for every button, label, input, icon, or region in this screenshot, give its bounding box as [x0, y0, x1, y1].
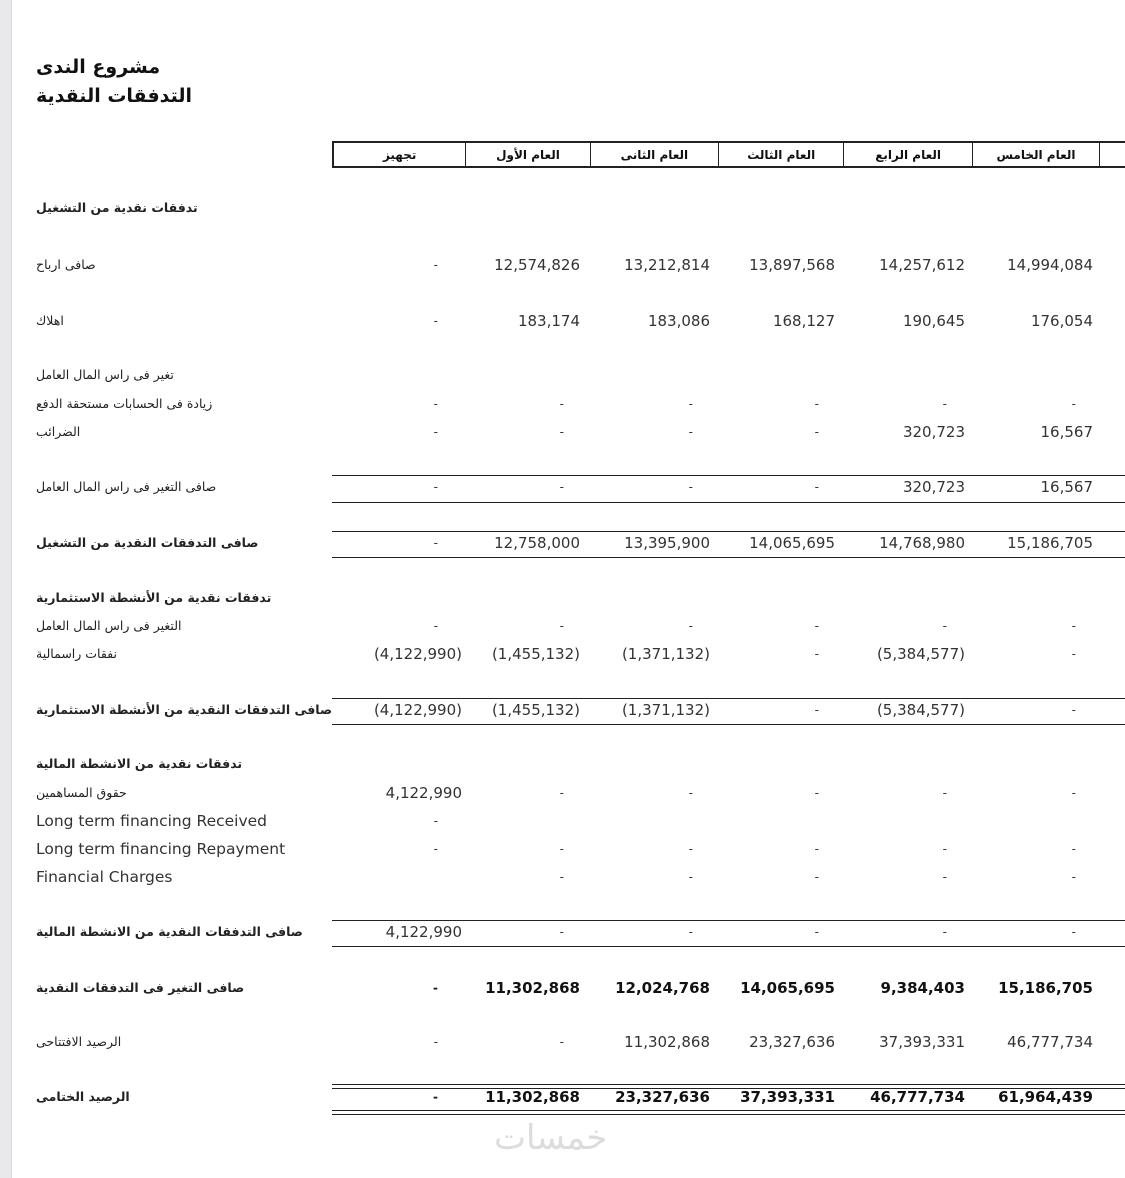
statement-row — [0, 363, 1125, 387]
cell-value: - — [1071, 647, 1076, 661]
cell-value: 4,122,990 — [385, 784, 462, 802]
cell-value: - — [688, 397, 693, 411]
cell-value: 37,393,331 — [740, 1088, 835, 1106]
cell-value: - — [433, 981, 438, 995]
cell-value: - — [559, 786, 564, 800]
cell-value: 16,567 — [1040, 478, 1093, 496]
cell-value: 13,897,568 — [749, 256, 835, 274]
cell-value: - — [814, 870, 819, 884]
cell-value: - — [1071, 397, 1076, 411]
cell-value: 183,174 — [517, 312, 580, 330]
cell-value: 46,777,734 — [1007, 1033, 1093, 1051]
cell-value: 16,567 — [1040, 423, 1093, 441]
cell-value: - — [559, 480, 564, 494]
cell-value: - — [433, 480, 438, 494]
cell-value: 183,086 — [647, 312, 710, 330]
row-label: الرصيد الختامى — [36, 1089, 130, 1104]
cell-value: - — [688, 842, 693, 856]
statement-row — [0, 475, 1125, 499]
statement-row — [0, 837, 1125, 861]
cell-value: 46,777,734 — [870, 1088, 965, 1106]
cell-value: 15,186,705 — [998, 979, 1093, 997]
cell-value: (1,455,132) — [491, 645, 580, 663]
rule-line — [332, 946, 1125, 947]
cell-value: - — [433, 842, 438, 856]
statement-row — [0, 420, 1125, 444]
statement-row — [0, 253, 1125, 277]
cell-value: 61,964,439 — [998, 1088, 1093, 1106]
project-title: مشروع الندى — [36, 56, 161, 78]
cell-value: - — [688, 786, 693, 800]
cell-value: 320,723 — [902, 423, 965, 441]
statement-row — [0, 920, 1125, 944]
cell-value: 12,024,768 — [615, 979, 710, 997]
cell-value: - — [688, 925, 693, 939]
rule-line — [332, 1110, 1125, 1115]
cell-value: 15,186,705 — [1007, 534, 1093, 552]
rule-line — [332, 1084, 1125, 1089]
statement-row — [0, 752, 1125, 776]
row-label: تغير فى راس المال العامل — [36, 367, 174, 382]
statement-row — [0, 976, 1125, 1000]
row-label: اهلاك — [36, 313, 64, 328]
column-header: العام الخامس — [973, 143, 1100, 166]
rule-line — [332, 531, 1125, 532]
cell-value: - — [942, 870, 947, 884]
statement-row — [0, 586, 1125, 610]
column-header-row — [332, 141, 1125, 168]
row-label: Financial Charges — [36, 868, 173, 886]
row-label: حقوق المساهمين — [36, 785, 127, 800]
rule-line — [332, 698, 1125, 699]
cell-value: - — [814, 703, 819, 717]
cell-value: 13,212,814 — [624, 256, 710, 274]
row-label: تدفقات نقدية من الانشطة المالية — [36, 756, 243, 771]
rule-line — [332, 557, 1125, 558]
row-label: Long term financing Repayment — [36, 840, 286, 858]
cell-value: - — [688, 870, 693, 884]
column-header: العام الأول — [466, 143, 590, 166]
statement-row — [0, 614, 1125, 638]
row-label: تدفقات نقدية من الأنشطة الاستثمارية — [36, 590, 272, 605]
rule-line — [332, 920, 1125, 921]
statement-row — [0, 392, 1125, 416]
row-label: صافى التدفقات النقدية من الانشطة المالية — [36, 924, 303, 939]
watermark-logo: خمسات — [494, 1118, 608, 1158]
row-label: زيادة فى الحسابات مستحقة الدفع — [36, 396, 213, 411]
column-header — [1100, 143, 1125, 166]
cell-value: - — [559, 619, 564, 633]
row-label: الرصيد الافتتاحى — [36, 1034, 122, 1049]
cell-value: - — [1071, 842, 1076, 856]
cell-value: - — [942, 842, 947, 856]
column-header: العام الثالث — [719, 143, 844, 166]
statement-row — [0, 865, 1125, 889]
statement-title: التدفقات النقدية — [36, 85, 193, 107]
cell-value: 23,327,636 — [749, 1033, 835, 1051]
cell-value: - — [433, 397, 438, 411]
cell-value: - — [814, 647, 819, 661]
cell-value: - — [814, 397, 819, 411]
cell-value: - — [814, 480, 819, 494]
cell-value: (5,384,577) — [876, 701, 965, 719]
cell-value: (1,455,132) — [491, 701, 580, 719]
row-label: صافى التدفقات النقدية من الأنشطة الاستثمارية — [36, 702, 333, 717]
statement-row — [0, 1030, 1125, 1054]
cell-value: - — [433, 258, 438, 272]
statement-row — [0, 642, 1125, 666]
cell-value: 320,723 — [902, 478, 965, 496]
statement-row — [0, 781, 1125, 805]
cell-value: - — [433, 1090, 438, 1104]
cell-value: - — [688, 480, 693, 494]
row-label: صافى التغير فى راس المال العامل — [36, 479, 217, 494]
cell-value: 14,994,084 — [1007, 256, 1093, 274]
cell-value: 13,395,900 — [624, 534, 710, 552]
row-label: نفقات راسمالية — [36, 646, 117, 661]
cell-value: (4,122,990) — [373, 701, 462, 719]
statement-row — [0, 531, 1125, 555]
rule-line — [332, 724, 1125, 725]
cell-value: 4,122,990 — [385, 923, 462, 941]
cell-value: - — [814, 786, 819, 800]
cell-value: 14,257,612 — [879, 256, 965, 274]
cell-value: 23,327,636 — [615, 1088, 710, 1106]
cell-value: (1,371,132) — [621, 701, 710, 719]
cell-value: - — [559, 870, 564, 884]
cell-value: (4,122,990) — [373, 645, 462, 663]
cell-value: 14,065,695 — [749, 534, 835, 552]
column-header: العام الثانى — [591, 143, 719, 166]
cell-value: - — [433, 1035, 438, 1049]
column-header: تجهيز — [334, 143, 466, 166]
row-label: صافى التغير فى التدفقات النقدية — [36, 980, 245, 995]
cell-value: - — [942, 397, 947, 411]
cell-value: - — [433, 314, 438, 328]
statement-row — [0, 309, 1125, 333]
cell-value: - — [559, 1035, 564, 1049]
cell-value: - — [1071, 870, 1076, 884]
cell-value: - — [1071, 925, 1076, 939]
cell-value: - — [688, 425, 693, 439]
cell-value: - — [1071, 619, 1076, 633]
cell-value: 176,054 — [1030, 312, 1093, 330]
cell-value: - — [814, 425, 819, 439]
cell-value: 11,302,868 — [485, 979, 580, 997]
cell-value: 12,758,000 — [494, 534, 580, 552]
cell-value: - — [814, 925, 819, 939]
cell-value: 12,574,826 — [494, 256, 580, 274]
cell-value: - — [559, 925, 564, 939]
cell-value: 37,393,331 — [879, 1033, 965, 1051]
cell-value: - — [942, 786, 947, 800]
cell-value: 14,768,980 — [879, 534, 965, 552]
statement-row — [0, 196, 1125, 220]
row-label: تدفقات نقدية من التشغيل — [36, 200, 198, 215]
row-label: صافى ارباح — [36, 257, 96, 272]
cell-value: - — [942, 925, 947, 939]
cell-value: 11,302,868 — [485, 1088, 580, 1106]
cell-value: - — [433, 425, 438, 439]
column-header: العام الرابع — [844, 143, 972, 166]
row-label: الضرائب — [36, 424, 81, 439]
cell-value: 9,384,403 — [880, 979, 965, 997]
cell-value: 190,645 — [902, 312, 965, 330]
cell-value: 11,302,868 — [624, 1033, 710, 1051]
statement-row — [0, 809, 1125, 833]
cell-value: - — [559, 397, 564, 411]
cell-value: (1,371,132) — [621, 645, 710, 663]
cell-value: - — [433, 536, 438, 550]
row-label: التغير فى راس المال العامل — [36, 618, 182, 633]
cell-value: - — [433, 814, 438, 828]
cell-value: - — [559, 842, 564, 856]
cell-value: - — [559, 425, 564, 439]
cell-value: - — [688, 619, 693, 633]
row-label: Long term financing Received — [36, 812, 268, 830]
cell-value: - — [814, 619, 819, 633]
cell-value: - — [1071, 703, 1076, 717]
cell-value: - — [433, 619, 438, 633]
cell-value: 168,127 — [772, 312, 835, 330]
cell-value: (5,384,577) — [876, 645, 965, 663]
rule-line — [332, 475, 1125, 476]
cell-value: - — [814, 842, 819, 856]
cell-value: - — [1071, 786, 1076, 800]
cell-value: 14,065,695 — [740, 979, 835, 997]
row-label: صافى التدفقات النقدية من التشغيل — [36, 535, 259, 550]
statement-row — [0, 698, 1125, 722]
cell-value: - — [942, 619, 947, 633]
rule-line — [332, 502, 1125, 503]
